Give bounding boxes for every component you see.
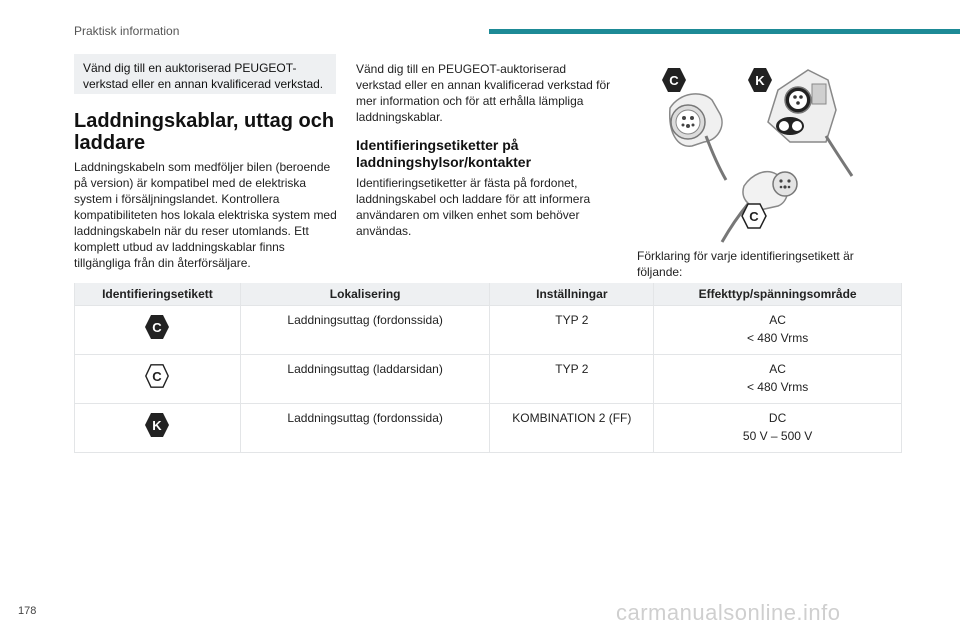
connector-illustration	[640, 56, 860, 246]
col-header-label: Identifieringsetikett	[75, 283, 241, 306]
type2-vehicle-plug-icon	[670, 94, 726, 180]
svg-text:C: C	[152, 320, 163, 335]
badge-c-filled-icon	[145, 315, 169, 339]
table-header-row	[75, 283, 902, 306]
label-badge-k-filled	[748, 68, 772, 92]
setting-cell: TYP 2	[490, 306, 654, 355]
power-cell: AC < 480 Vrms	[654, 306, 902, 355]
label-badge-c-outline	[742, 204, 766, 228]
label-badge-c-filled	[662, 68, 686, 92]
subheading: Identifieringsetiketter på laddningshylsor/kontakter	[356, 137, 532, 170]
table-row	[75, 306, 902, 355]
svg-text:C: C	[152, 369, 163, 384]
watermark: carmanualsonline.info	[616, 600, 841, 625]
svg-text:K: K	[152, 418, 163, 433]
location-cell: Laddningsuttag (fordonssida)	[240, 404, 490, 453]
labels-text: Identifieringsetiketter är fästa på fordonet, laddningskabel och laddare för att informera användaren om vilken enhet som behöver användas.	[356, 176, 591, 238]
section-heading: Laddningskablar, uttag och laddare	[74, 110, 335, 154]
figure-label-a: C	[669, 73, 679, 88]
identification-table	[74, 283, 902, 453]
power-cell: DC 50 V – 500 V	[654, 404, 902, 453]
badge-c-outline-icon	[145, 364, 169, 388]
col-header-power: Effekttyp/spänningsområde	[654, 283, 902, 306]
table-row	[75, 404, 902, 453]
section-label: Praktisk information	[74, 24, 180, 38]
location-cell: Laddningsuttag (laddarsidan)	[240, 355, 490, 404]
figure-label-b: K	[755, 73, 765, 88]
workshop-text: Vänd dig till en PEUGEOT-auktoriserad verkstad eller en annan kvalificerad verkstad för mer information och för att erhålla lämpliga laddningskablar.	[356, 62, 611, 124]
location-cell: Laddningsuttag (fordonssida)	[240, 306, 490, 355]
setting-cell: TYP 2	[490, 355, 654, 404]
col-header-location: Lokalisering	[240, 283, 490, 306]
legend-text: Förklaring för varje identifieringsetikett är följande:	[637, 249, 854, 279]
badge-k-filled-icon	[145, 413, 169, 437]
power-cell: AC < 480 Vrms	[654, 355, 902, 404]
cable-compatibility-text: Laddningskabeln som medföljer bilen (beroende på version) är kompatibel med de elektriska system i försäljningslandet. Kontrollera kompatibiliteten hos lokala elektriska system med laddningskabeln när du reser utomlands. Ett komplett utbud av laddningskablar finns tillgängliga från din återförsäljare.	[74, 160, 337, 270]
table-row	[75, 355, 902, 404]
figure-label-c: C	[749, 209, 759, 224]
page-number: 178	[18, 605, 37, 617]
ccs-combo-socket-icon	[768, 70, 852, 176]
col-header-settings: Inställningar	[490, 283, 654, 306]
setting-cell: KOMBINATION 2 (FF)	[490, 404, 654, 453]
note-box: Vänd dig till en auktoriserad PEUGEOT-verkstad eller en annan kvalificerad verkstad.	[74, 54, 336, 94]
accent-bar	[489, 29, 960, 34]
